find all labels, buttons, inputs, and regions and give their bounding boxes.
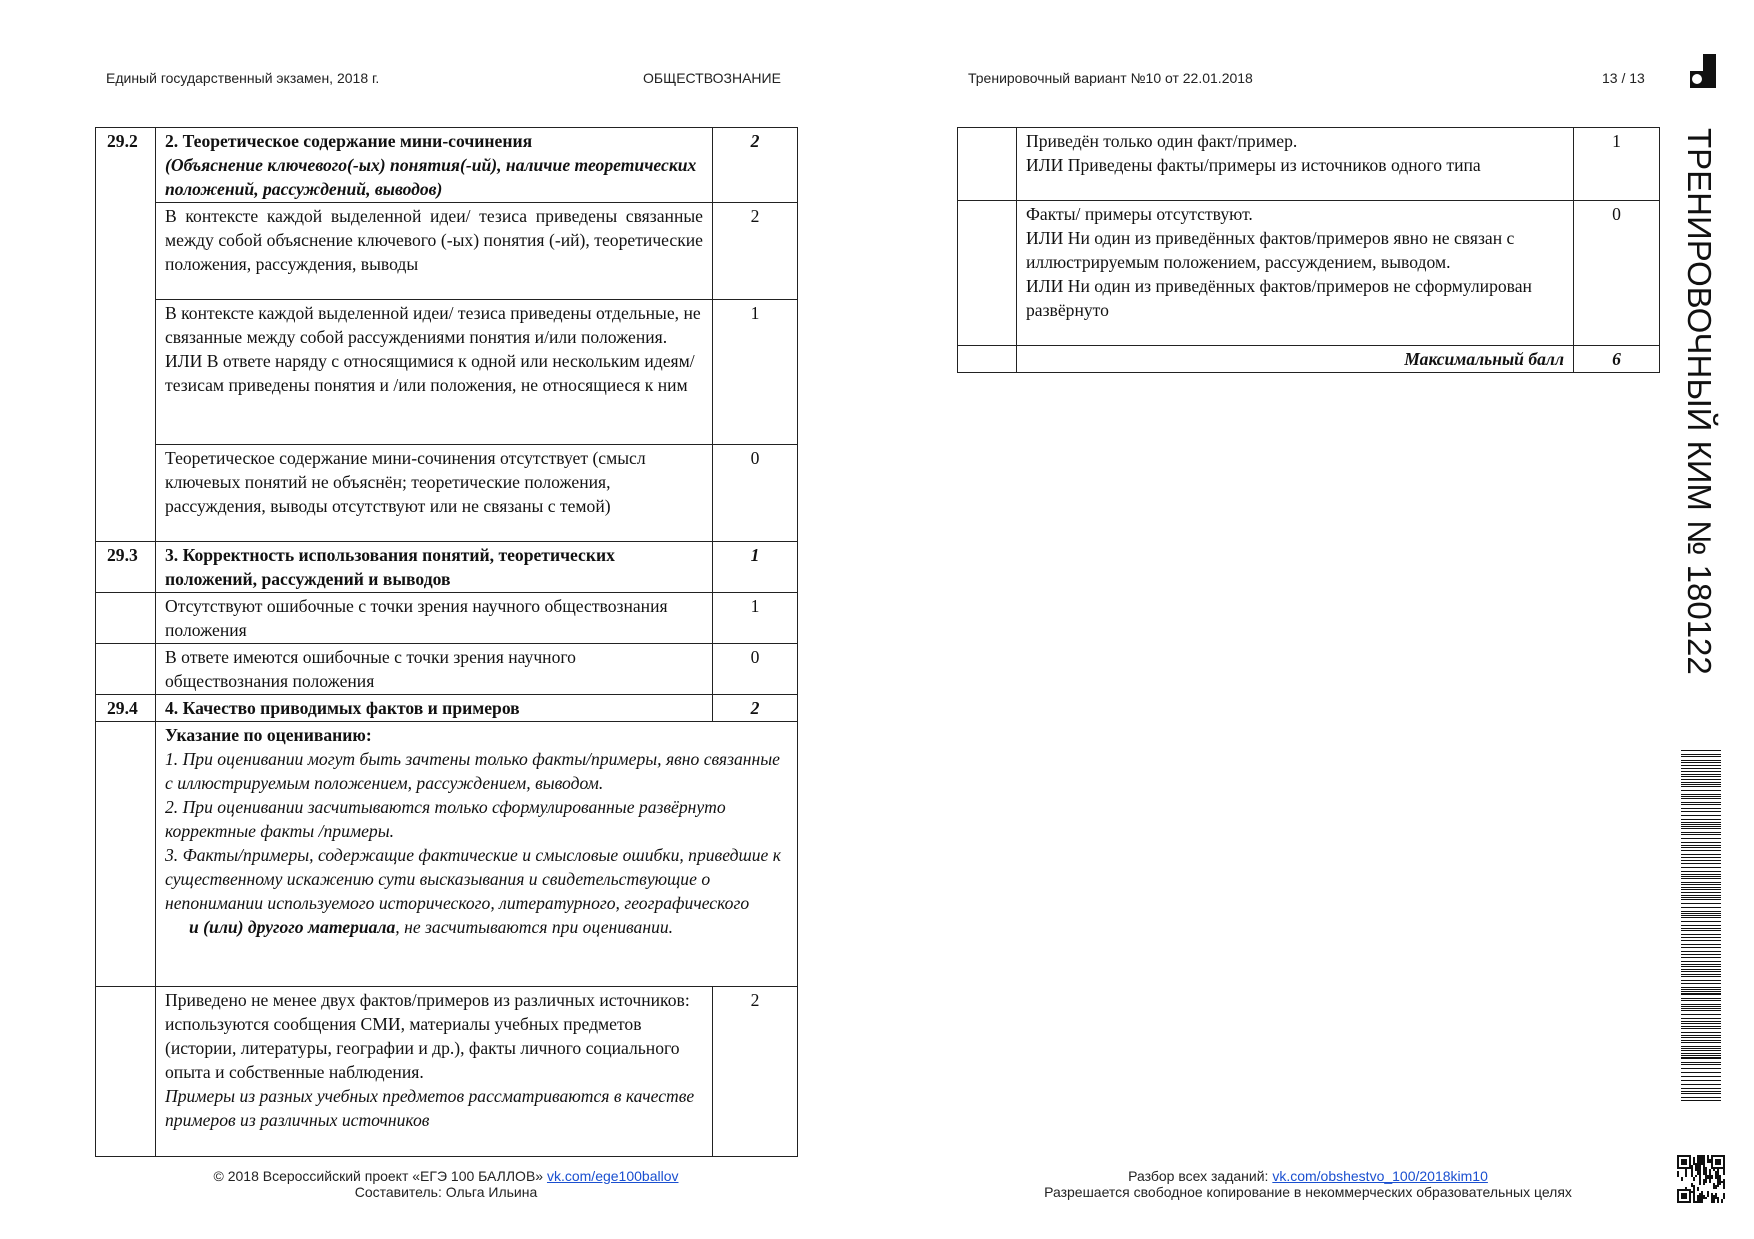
table-row (96, 203, 798, 300)
criterion-subtitle-text: (Объяснение ключевого(-ых) понятия(-ий), наличие теоретических положений, рассуждений, выводов) (165, 155, 697, 199)
score-description (1017, 128, 1574, 201)
score-description: В ответе имеются ошибочные с точки зрения научного обществознания положения (156, 644, 713, 695)
sidebar-title: ТРЕНИРОВОЧНЫЙ КИМ № 180122 (1681, 128, 1718, 675)
instruction-tail-text: , не засчитываются при оценивании. (395, 917, 674, 937)
footer-link-analysis[interactable]: vk.com/obshestvo_100/2018kim10 (1272, 1168, 1488, 1184)
criterion-title (156, 128, 713, 203)
footer-license: Разрешается свободное копирование в некоммерческих образовательных целях (1044, 1184, 1572, 1200)
qr-code-icon (1677, 1155, 1725, 1203)
footer-right (957, 1168, 1659, 1200)
table-row (958, 346, 1660, 373)
table-row (96, 593, 798, 644)
score-text-line: Приведено не менее двух фактов/примеров из различных источников: используются сообщения СМИ, материалы учебных предметов (истории, литературы, географии и др.), факты личного социального опыта и собственные наблюдения. (165, 990, 690, 1082)
footer-left (95, 1168, 797, 1200)
score-value: 2 (713, 987, 798, 1157)
criterion-title: 3. Корректность использования понятий, теоретических положений, рассуждений и выводов (156, 542, 713, 593)
table-row (96, 722, 798, 987)
instructions-heading: Указание по оцениванию: (165, 725, 372, 745)
score-note: Примеры из разных учебных предметов рассматриваются в качестве примеров из различных источников (165, 1086, 695, 1130)
score-description: Отсутствуют ошибочные с точки зрения научного обществознания положения (156, 593, 713, 644)
score-text-line: ИЛИ В ответе наряду с относящимися к одной или нескольким идеям/тезисам приведены понятия и /или положения, не относящиеся к ним (165, 351, 695, 395)
instruction-item: 2. При оценивании засчитываются только сформулированные развёрнуто корректные факты /примеры. (165, 797, 726, 841)
criterion-number: 29.3 (96, 542, 156, 593)
table-row (96, 987, 798, 1157)
criterion-title-text: 2. Теоретическое содержание мини-сочинения (165, 131, 533, 151)
logo-icon (1690, 54, 1716, 88)
score-description: Теоретическое содержание мини-сочинения отсутствует (смысл ключевых понятий не объяснён; теоретические положения, рассуждения, выводы отсутствуют или не связаны с темой) (156, 445, 713, 542)
table-row (96, 128, 798, 203)
criteria-table-left (95, 127, 798, 1157)
empty-cell (958, 128, 1017, 201)
table-row (96, 695, 798, 722)
instruction-bold-text: и (или) другого материала (189, 917, 396, 937)
instruction-item-end (165, 917, 673, 937)
barcode-icon (1681, 750, 1721, 1102)
grading-instructions (156, 722, 798, 987)
score-value: 1 (713, 300, 798, 445)
instruction-item: 3. Факты/примеры, содержащие фактические и смысловые ошибки, приведшие к существенному искажению сути высказывания и свидетельствующие о непонимании используемого исторического, литературного, географического (165, 845, 781, 913)
score-description (156, 987, 713, 1157)
score-text-line: В контексте каждой выделенной идеи/ тезиса приведены отдельные, не связанные между собой рассуждениями понятия и/или положения. (165, 303, 701, 347)
table-row (958, 128, 1660, 201)
score-value: 0 (1574, 201, 1660, 346)
table-row (96, 644, 798, 695)
footer-analysis-label: Разбор всех заданий: (1128, 1168, 1273, 1184)
header-page-number: 13 / 13 (1602, 70, 1645, 86)
empty-cell (96, 593, 156, 644)
score-value: 0 (713, 644, 798, 695)
empty-cell (96, 987, 156, 1157)
score-value: 0 (713, 445, 798, 542)
empty-cell (96, 722, 156, 987)
table-row (958, 201, 1660, 346)
empty-cell (958, 346, 1017, 373)
score-text-line: ИЛИ Ни один из приведённых фактов/примеров явно не связан с иллюстрируемым положением, рассуждением, выводом. (1026, 228, 1515, 272)
criterion-title: 4. Качество приводимых фактов и примеров (156, 695, 713, 722)
footer-copyright: © 2018 Всероссийский проект «ЕГЭ 100 БАЛЛОВ» (213, 1168, 547, 1184)
table-row (96, 445, 798, 542)
criterion-points: 2 (713, 128, 798, 203)
score-text-line: Приведён только один факт/пример. (1026, 131, 1298, 151)
instruction-item: 1. При оценивании могут быть зачтены только факты/примеры, явно связанные с иллюстрируемым положением, рассуждением, выводом. (165, 749, 780, 793)
score-value: 1 (713, 593, 798, 644)
criterion-number: 29.4 (96, 695, 156, 722)
table-row (96, 300, 798, 445)
score-value: 2 (713, 203, 798, 300)
score-description (156, 300, 713, 445)
header-subject: ОБЩЕСТВОЗНАНИЕ (643, 70, 781, 86)
criteria-table-right (957, 127, 1660, 373)
table-row (96, 542, 798, 593)
criterion-points: 1 (713, 542, 798, 593)
header-variant: Тренировочный вариант №10 от 22.01.2018 (968, 70, 1253, 86)
footer-author: Составитель: Ольга Ильина (354, 1184, 538, 1200)
footer-link-ege100ballov[interactable]: vk.com/ege100ballov (546, 1168, 679, 1184)
score-text-line: ИЛИ Ни один из приведённых фактов/примеров не сформулирован развёрнуто (1026, 276, 1532, 320)
score-value: 1 (1574, 128, 1660, 201)
score-text-line: ИЛИ Приведены факты/примеры из источников одного типа (1026, 155, 1481, 175)
score-description: В контексте каждой выделенной идеи/ тезиса приведены связанные между собой объяснение ключевого (-ых) понятия (-ий), теоретические положения, рассуждения, выводы (156, 203, 713, 300)
score-text-line: Факты/ примеры отсутствуют. (1026, 204, 1253, 224)
max-score-value: 6 (1574, 346, 1660, 373)
empty-cell (96, 644, 156, 695)
criterion-points: 2 (713, 695, 798, 722)
criterion-number: 29.2 (96, 128, 156, 542)
score-description (1017, 201, 1574, 346)
header-exam-title: Единый государственный экзамен, 2018 г. (106, 70, 380, 86)
max-score-label: Максимальный балл (1017, 346, 1574, 373)
empty-cell (958, 201, 1017, 346)
